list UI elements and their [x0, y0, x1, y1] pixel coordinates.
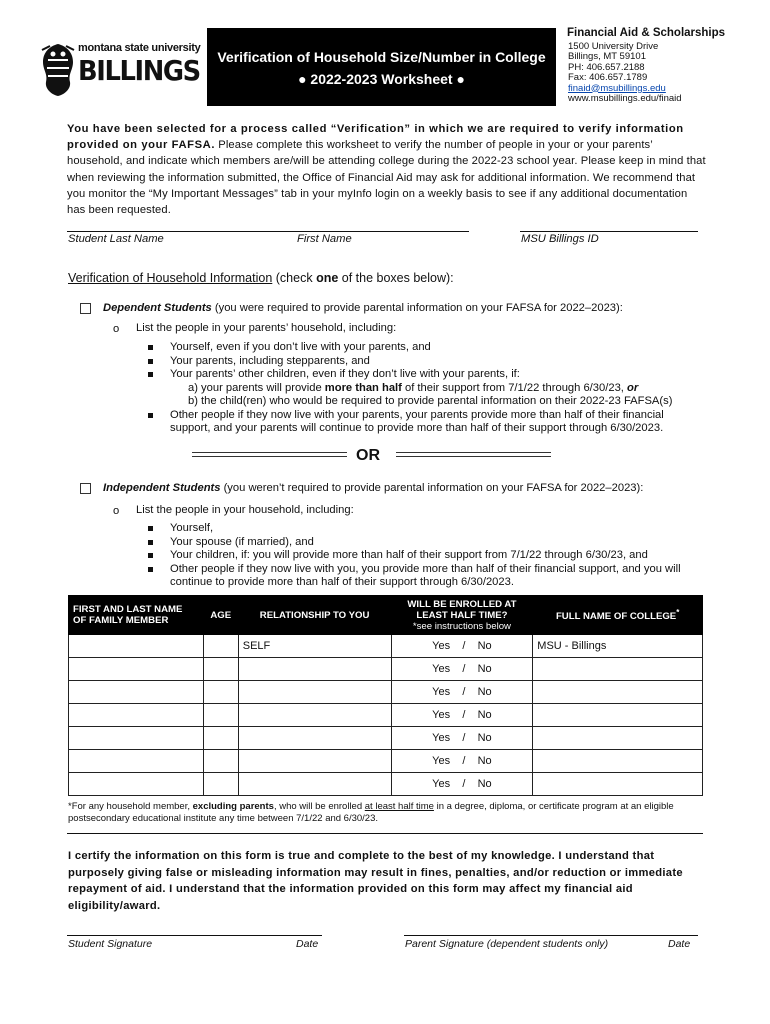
- relationship-cell[interactable]: [238, 681, 391, 704]
- name-cell[interactable]: [69, 704, 204, 727]
- relationship-cell[interactable]: [238, 658, 391, 681]
- college-cell[interactable]: [533, 773, 703, 796]
- independent-heading: Independent Students (you weren’t required to provide parental information on your FAFSA for 2022–2023):: [103, 482, 644, 494]
- col-name-header: FIRST AND LAST NAME OF FAMILY MEMBER: [69, 596, 204, 635]
- list-item: Your children, if: you will provide more than half of their support from 7/1/22 through 6/30/23, and: [148, 549, 708, 563]
- relationship-cell[interactable]: [238, 704, 391, 727]
- table-footnote: *For any household member, excluding parents, who will be enrolled at least half time in a degree, diploma, or certificate program at an eligible postsecondary educational institute any time between 7/1/22 and 6/30/23.: [68, 801, 674, 824]
- enrolled-cell[interactable]: Yes / No: [391, 773, 533, 796]
- logo-billings-text: BILLINGS: [78, 54, 200, 87]
- college-cell[interactable]: [533, 704, 703, 727]
- independent-checkbox[interactable]: [80, 483, 91, 494]
- independent-label: Independent Students: [103, 482, 221, 494]
- table-header-row: [69, 596, 703, 635]
- website: www.msubillings.edu/finaid: [568, 93, 682, 104]
- intro-paragraph: [67, 121, 707, 218]
- table-row: [69, 727, 703, 750]
- enrolled-cell[interactable]: Yes / No: [391, 635, 533, 658]
- independent-bullet-list: [148, 522, 708, 590]
- col-age-header: AGE: [203, 596, 238, 635]
- table-row: [69, 658, 703, 681]
- name-cell[interactable]: [69, 681, 204, 704]
- or-divider-left: [192, 452, 347, 457]
- title-line-1: Verification of Household Size/Number in College: [217, 49, 546, 65]
- name-cell[interactable]: [69, 635, 204, 658]
- relationship-cell[interactable]: [238, 727, 391, 750]
- sub-item-b: b) the child(ren) who would be required to provide parental information on their 2022-23 FAFSA(s): [188, 395, 673, 407]
- first-name-label: First Name: [297, 233, 352, 245]
- independent-list-marker: o: [113, 505, 120, 517]
- parent-date-label: Date: [668, 938, 691, 950]
- name-cell[interactable]: [69, 750, 204, 773]
- age-cell[interactable]: [203, 704, 238, 727]
- relationship-cell[interactable]: [238, 750, 391, 773]
- msu-id-label: MSU Billings ID: [521, 233, 599, 245]
- student-last-name-label: Student Last Name: [68, 233, 164, 245]
- enrolled-cell[interactable]: Yes / No: [391, 704, 533, 727]
- parent-signature-line[interactable]: [404, 935, 698, 936]
- college-cell[interactable]: [533, 727, 703, 750]
- section-divider: [67, 833, 703, 834]
- enrolled-cell[interactable]: Yes / No: [391, 750, 533, 773]
- college-cell[interactable]: [533, 681, 703, 704]
- address-line-2: Billings, MT 59101: [568, 51, 646, 62]
- enrolled-cell[interactable]: Yes / No: [391, 727, 533, 750]
- list-item: Other people if they now live with you, you provide more than half of their financial support, and you will continue to provide more than half of their support through 6/30/2023.: [148, 563, 708, 590]
- age-cell[interactable]: [203, 635, 238, 658]
- student-signature-label: Student Signature: [68, 938, 153, 950]
- household-table: [68, 595, 703, 796]
- dependent-list-intro: List the people in your parents’ household, including:: [136, 322, 397, 334]
- dependent-checkbox[interactable]: [80, 303, 91, 314]
- list-item: Your spouse (if married), and: [148, 536, 708, 550]
- table-row: [69, 750, 703, 773]
- list-item: Your parents’ other children, even if they don’t live with your parents, if:: [148, 368, 708, 382]
- table-row: [69, 704, 703, 727]
- email-link[interactable]: finaid@msubillings.edu: [568, 82, 666, 94]
- enrolled-cell[interactable]: Yes / No: [391, 681, 533, 704]
- or-separator: OR: [356, 447, 380, 464]
- college-cell[interactable]: [533, 750, 703, 773]
- college-cell[interactable]: [533, 658, 703, 681]
- name-cell[interactable]: [69, 773, 204, 796]
- student-name-line[interactable]: [67, 231, 469, 232]
- dependent-bullet-list: [148, 341, 708, 436]
- dependent-label: Dependent Students: [103, 302, 212, 314]
- certification-statement: I certify the information on this form is true and complete to the best of my knowledge. I understand that purposely giving false or misleading information may result in fines, penalties, and/or reduction or immediate repayment of aid. I understand that the information provided on this form may affect my financial aid eligibility/award.: [68, 850, 683, 912]
- age-cell[interactable]: [203, 681, 238, 704]
- address-line-1: 1500 University Drive: [568, 40, 659, 52]
- dependent-heading: Dependent Students (you were required to provide parental information on your FAFSA for 2022–2023):: [103, 302, 623, 314]
- university-logo: [40, 40, 201, 100]
- office-contact-block: [568, 28, 768, 105]
- student-signature-line[interactable]: [67, 935, 322, 936]
- phone: PH: 406.657.2188: [568, 61, 645, 73]
- intro-bold: You have been selected for a process called “Verification” in which we are required to verify information provided on your FAFSA.: [67, 123, 684, 152]
- age-cell[interactable]: [203, 727, 238, 750]
- section-title-underlined: Verification of Household Information: [68, 271, 273, 285]
- fax: Fax: 406.657.1789: [568, 72, 648, 83]
- college-cell[interactable]: MSU - Billings: [533, 635, 703, 658]
- list-item: Other people if they now live with your parents, your parents provide more than half of their financial support, and your parents will continue to provide more than half of their support through 6/30/2023.: [148, 409, 708, 436]
- col-college-header: FULL NAME OF COLLEGE*: [533, 596, 703, 635]
- relationship-cell[interactable]: SELF: [238, 635, 391, 658]
- table-row: [69, 773, 703, 796]
- office-name: Financial Aid & Scholarships: [567, 27, 726, 39]
- age-cell[interactable]: [203, 658, 238, 681]
- col-relationship-header: RELATIONSHIP TO YOU: [238, 596, 391, 635]
- intro-rest: Please complete this worksheet to verify the number of people in your or your parents’ household, and indicate which members are/will be attending college during the 2022-23 school year. Please keep in mind that when reviewing the information submitted, the Office of Financial Aid may ask for additional information. We recommend that you monitor the “My Important Messages” tab in your myInfo login on a weekly basis to see if any additional documentation has been requested.: [67, 139, 706, 217]
- col-enrolled-header: WILL BE ENROLLED AT LEAST HALF TIME? *see instructions below: [391, 596, 533, 635]
- yellowjacket-mascot-icon: [40, 42, 76, 98]
- list-item: Yourself, even if you don’t live with your parents, and: [148, 341, 708, 355]
- name-cell[interactable]: [69, 727, 204, 750]
- dependent-list-marker: o: [113, 323, 120, 335]
- logo-university-text: montana state university: [78, 42, 201, 54]
- list-item: Yourself,: [148, 522, 708, 536]
- student-id-line[interactable]: [520, 231, 698, 232]
- or-divider-right: [396, 452, 551, 457]
- name-cell[interactable]: [69, 658, 204, 681]
- age-cell[interactable]: [203, 773, 238, 796]
- sub-item-a: a) your parents will provide more than half of their support from 7/1/22 through 6/30/23, or: [188, 381, 639, 394]
- independent-list-intro: List the people in your household, including:: [136, 504, 354, 516]
- parent-signature-label: Parent Signature (dependent students only): [405, 938, 609, 950]
- enrolled-cell[interactable]: Yes / No: [391, 658, 533, 681]
- list-item: Your parents, including stepparents, and: [148, 355, 708, 369]
- table-row: [69, 681, 703, 704]
- document-title: [207, 28, 556, 106]
- relationship-cell[interactable]: [238, 773, 391, 796]
- title-line-2: ● 2022-2023 Worksheet ●: [298, 71, 465, 87]
- section-title: Verification of Household Information (check one of the boxes below):: [68, 271, 454, 285]
- age-cell[interactable]: [203, 750, 238, 773]
- table-row: [69, 635, 703, 658]
- student-date-label: Date: [296, 938, 319, 950]
